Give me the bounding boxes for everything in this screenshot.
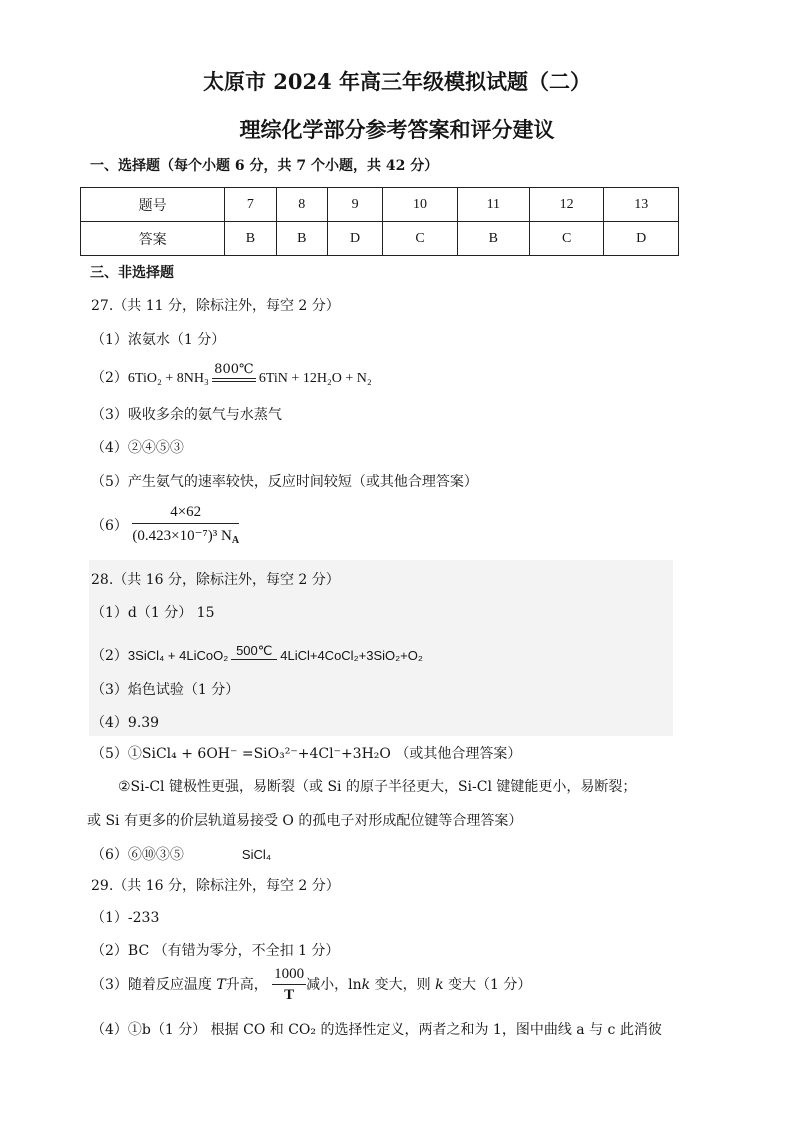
q27-answer-2 bbox=[91, 362, 372, 387]
q29-answer-3-text: 升高， bbox=[225, 977, 268, 993]
question-number-cell: 13 bbox=[604, 188, 679, 222]
q29-answer-4: （4）①b（1 分） 根据 CO 和 CO₂ 的选择性定义，两者之和为 1，图中曲线 a 与 c 此消彼 bbox=[91, 1022, 662, 1038]
q29-answer-2: （2）BC （有错为零分，不全扣 1 分） bbox=[91, 943, 340, 959]
q29-rate-constant-symbol: k bbox=[361, 977, 371, 993]
table-row-answers bbox=[81, 222, 679, 256]
q27-answer-3: （3）吸收多余的氨气与水蒸气 bbox=[91, 407, 282, 423]
question-number-cell: 9 bbox=[327, 188, 382, 222]
q28-answer-5-part2: ②Si-Cl 键极性更强，易断裂（或 Si 的原子半径更大，Si-Cl 键键能更小，易断裂； bbox=[118, 779, 637, 795]
document-title: 太原市 2024 年高三年级模拟试题（二） bbox=[202, 69, 592, 94]
section1-heading: 一、选择题（每个小题 6 分，共 7 个小题，共 42 分） bbox=[90, 158, 439, 174]
q28-answer-2-label: （2） bbox=[91, 648, 128, 664]
question-number-cell: 7 bbox=[225, 188, 276, 222]
question-number-cell: 8 bbox=[276, 188, 327, 222]
q27-answer-6 bbox=[91, 504, 239, 546]
answer-cell: B bbox=[457, 222, 529, 256]
q29-answer-3-text: 减小，ln bbox=[306, 977, 362, 993]
answer-cell: C bbox=[383, 222, 458, 256]
question-number-cell: 11 bbox=[457, 188, 529, 222]
answer-cell: D bbox=[327, 222, 382, 256]
q27-answer-5: （5）产生氨气的速率较快，反应时间较短（或其他合理答案） bbox=[91, 474, 478, 490]
reaction-arrow-icon bbox=[231, 643, 277, 660]
q28-equation-products: 4LiCl+4CoCl₂+3SiO₂+O₂ bbox=[280, 648, 423, 663]
fraction-numerator: 4×62 bbox=[132, 504, 239, 524]
denominator-subscript: A bbox=[231, 535, 240, 546]
document-subtitle: 理综化学部分参考答案和评分建议 bbox=[239, 117, 555, 142]
reaction-arrow-icon bbox=[212, 362, 256, 382]
q28-answer-1: （1）d（1 分） 15 bbox=[91, 605, 215, 621]
q27-reaction-condition: 800℃ bbox=[214, 362, 254, 377]
denominator-text: (0.423×10⁻⁷)³ N bbox=[132, 528, 232, 544]
table-row-label: 答案 bbox=[81, 222, 225, 256]
answer-cell: C bbox=[529, 222, 604, 256]
q29-temperature-symbol: T bbox=[216, 977, 226, 993]
q29-answer-3 bbox=[91, 966, 531, 1004]
question-number-cell: 10 bbox=[383, 188, 458, 222]
table-row-label: 题号 bbox=[81, 188, 225, 222]
q29-rate-constant-symbol: k bbox=[435, 977, 444, 993]
q29-answer-1: （1）-233 bbox=[91, 910, 160, 926]
answer-cell: B bbox=[225, 222, 276, 256]
q28-answer-3: （3）焰色试验（1 分） bbox=[91, 682, 240, 698]
q28-answer-6-label: （6）⑥⑩③⑤ bbox=[91, 847, 184, 863]
fraction-denominator: T bbox=[284, 987, 295, 1003]
answer-cell: D bbox=[604, 222, 679, 256]
q28-reaction-condition: 500℃ bbox=[236, 643, 273, 658]
q28-answer-2 bbox=[91, 645, 423, 665]
q29-answer-3-text: 变大，则 bbox=[374, 977, 431, 993]
q28-answer-6 bbox=[91, 844, 271, 864]
q29-answer-3-text: （3）随着反应温度 bbox=[91, 977, 212, 993]
q27-density-fraction bbox=[132, 504, 239, 546]
q28-answer-5-part2-cont: 或 Si 有更多的价层轨道易接受 O 的孤电子对形成配位键等合理答案） bbox=[87, 813, 523, 829]
q28-equation-reactants: 3SiCl₄ + 4LiCoO₂ bbox=[127, 648, 229, 663]
q27-header: 27.（共 11 分，除标注外，每空 2 分） bbox=[91, 298, 340, 314]
q27-equation-reactants: 6TiO₂ + 8NH₃ bbox=[127, 371, 209, 386]
answer-table bbox=[80, 187, 679, 256]
q27-answer-4: （4）②④⑤③ bbox=[91, 440, 184, 456]
q29-header: 29.（共 16 分，除标注外，每空 2 分） bbox=[91, 878, 340, 894]
q29-answer-3-text: 变大（1 分） bbox=[448, 977, 532, 993]
q27-equation-products: 6TiN + 12H₂O + N₂ bbox=[258, 371, 372, 386]
q28-answer-5: （5）①SiCl₄ + 6OH⁻ =SiO₃²⁻+4Cl⁻+3H₂O （或其他合理答案） bbox=[91, 746, 522, 762]
q29-inverse-temperature-fraction bbox=[272, 966, 306, 1004]
q28-answer-4: （4）9.39 bbox=[91, 715, 160, 731]
q27-answer-2-label: （2） bbox=[91, 370, 128, 386]
fraction-numerator: 1000 bbox=[272, 966, 306, 985]
q28-answer-6-value: SiCl₄ bbox=[241, 847, 272, 862]
answer-cell: B bbox=[276, 222, 327, 256]
question-number-cell: 12 bbox=[529, 188, 604, 222]
q28-header: 28.（共 16 分，除标注外，每空 2 分） bbox=[91, 572, 340, 588]
fraction-denominator bbox=[132, 524, 239, 546]
table-row-numbers bbox=[81, 188, 679, 222]
q27-answer-1: （1）浓氨水（1 分） bbox=[91, 332, 226, 348]
section3-heading: 三、非选择题 bbox=[90, 265, 174, 281]
q27-answer-6-label: （6） bbox=[91, 518, 128, 534]
